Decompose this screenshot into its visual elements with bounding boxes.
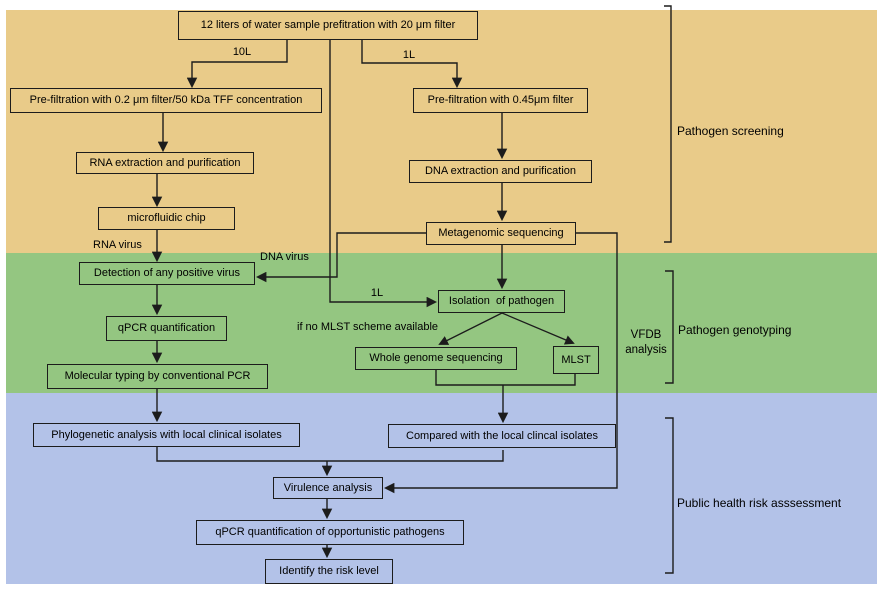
node-phylogenetic-analysis: Phylogenetic analysis with local clinical isolates [33,423,300,447]
node-prefiltration-02um: Pre-filtration with 0.2 μm filter/50 kDa TFF concentration [10,88,322,113]
node-pathogen-isolation: Isolation of pathogen [438,290,565,313]
node-compare-clinical-isolates: Compared with the local clincal isolates [388,424,616,448]
label-rna-virus: RNA virus [93,239,142,251]
bracket-public-health-risk [665,418,673,573]
node-metagenomic-sequencing: Metagenomic sequencing [426,222,576,245]
node-mlst: MLST [553,346,599,374]
label-volume-10l: 10L [232,46,252,58]
node-rna-extraction: RNA extraction and purification [76,152,254,174]
node-prefiltration-045um: Pre-filtration with 0.45μm filter [413,88,588,113]
node-identify-risk-level: Identify the risk level [265,559,393,584]
edge-phylo-compared-join [157,447,503,461]
edge-isolation-to-wgs [440,313,502,344]
bracket-pathogen-genotyping [665,271,673,383]
node-virus-detection: Detection of any positive virus [79,262,255,285]
bracket-pathogen-screening [664,6,671,242]
band-label-pathogen-genotyping: Pathogen genotyping [678,323,792,337]
node-whole-genome-sequencing: Whole genome sequencing [355,347,517,370]
node-qpcr-quantification: qPCR quantification [106,316,227,341]
node-molecular-typing: Molecular typing by conventional PCR [47,364,268,389]
band-label-public-health-risk: Public health risk asssessment [677,496,842,510]
edge-sample-to-045um-filter [362,40,457,86]
edge-isolation-to-mlst [502,313,573,343]
label-dna-virus: DNA virus [260,251,309,263]
label-volume-1l-top: 1L [402,49,416,61]
node-dna-extraction: DNA extraction and purification [409,160,592,183]
label-volume-1l-mid: 1L [370,287,384,299]
label-no-mlst-scheme: if no MLST scheme available [297,321,439,333]
node-qpcr-opportunistic: qPCR quantification of opportunistic pathogens [196,520,464,545]
node-virulence-analysis: Virulence analysis [273,477,383,499]
band-label-pathogen-screening: Pathogen screening [677,124,784,138]
node-microfluidic-chip: microfluidic chip [98,207,235,230]
label-vfdb-analysis: VFDB analysis [625,329,667,356]
node-water-sample: 12 liters of water sample prefitration with 20 μm filter [178,11,478,40]
